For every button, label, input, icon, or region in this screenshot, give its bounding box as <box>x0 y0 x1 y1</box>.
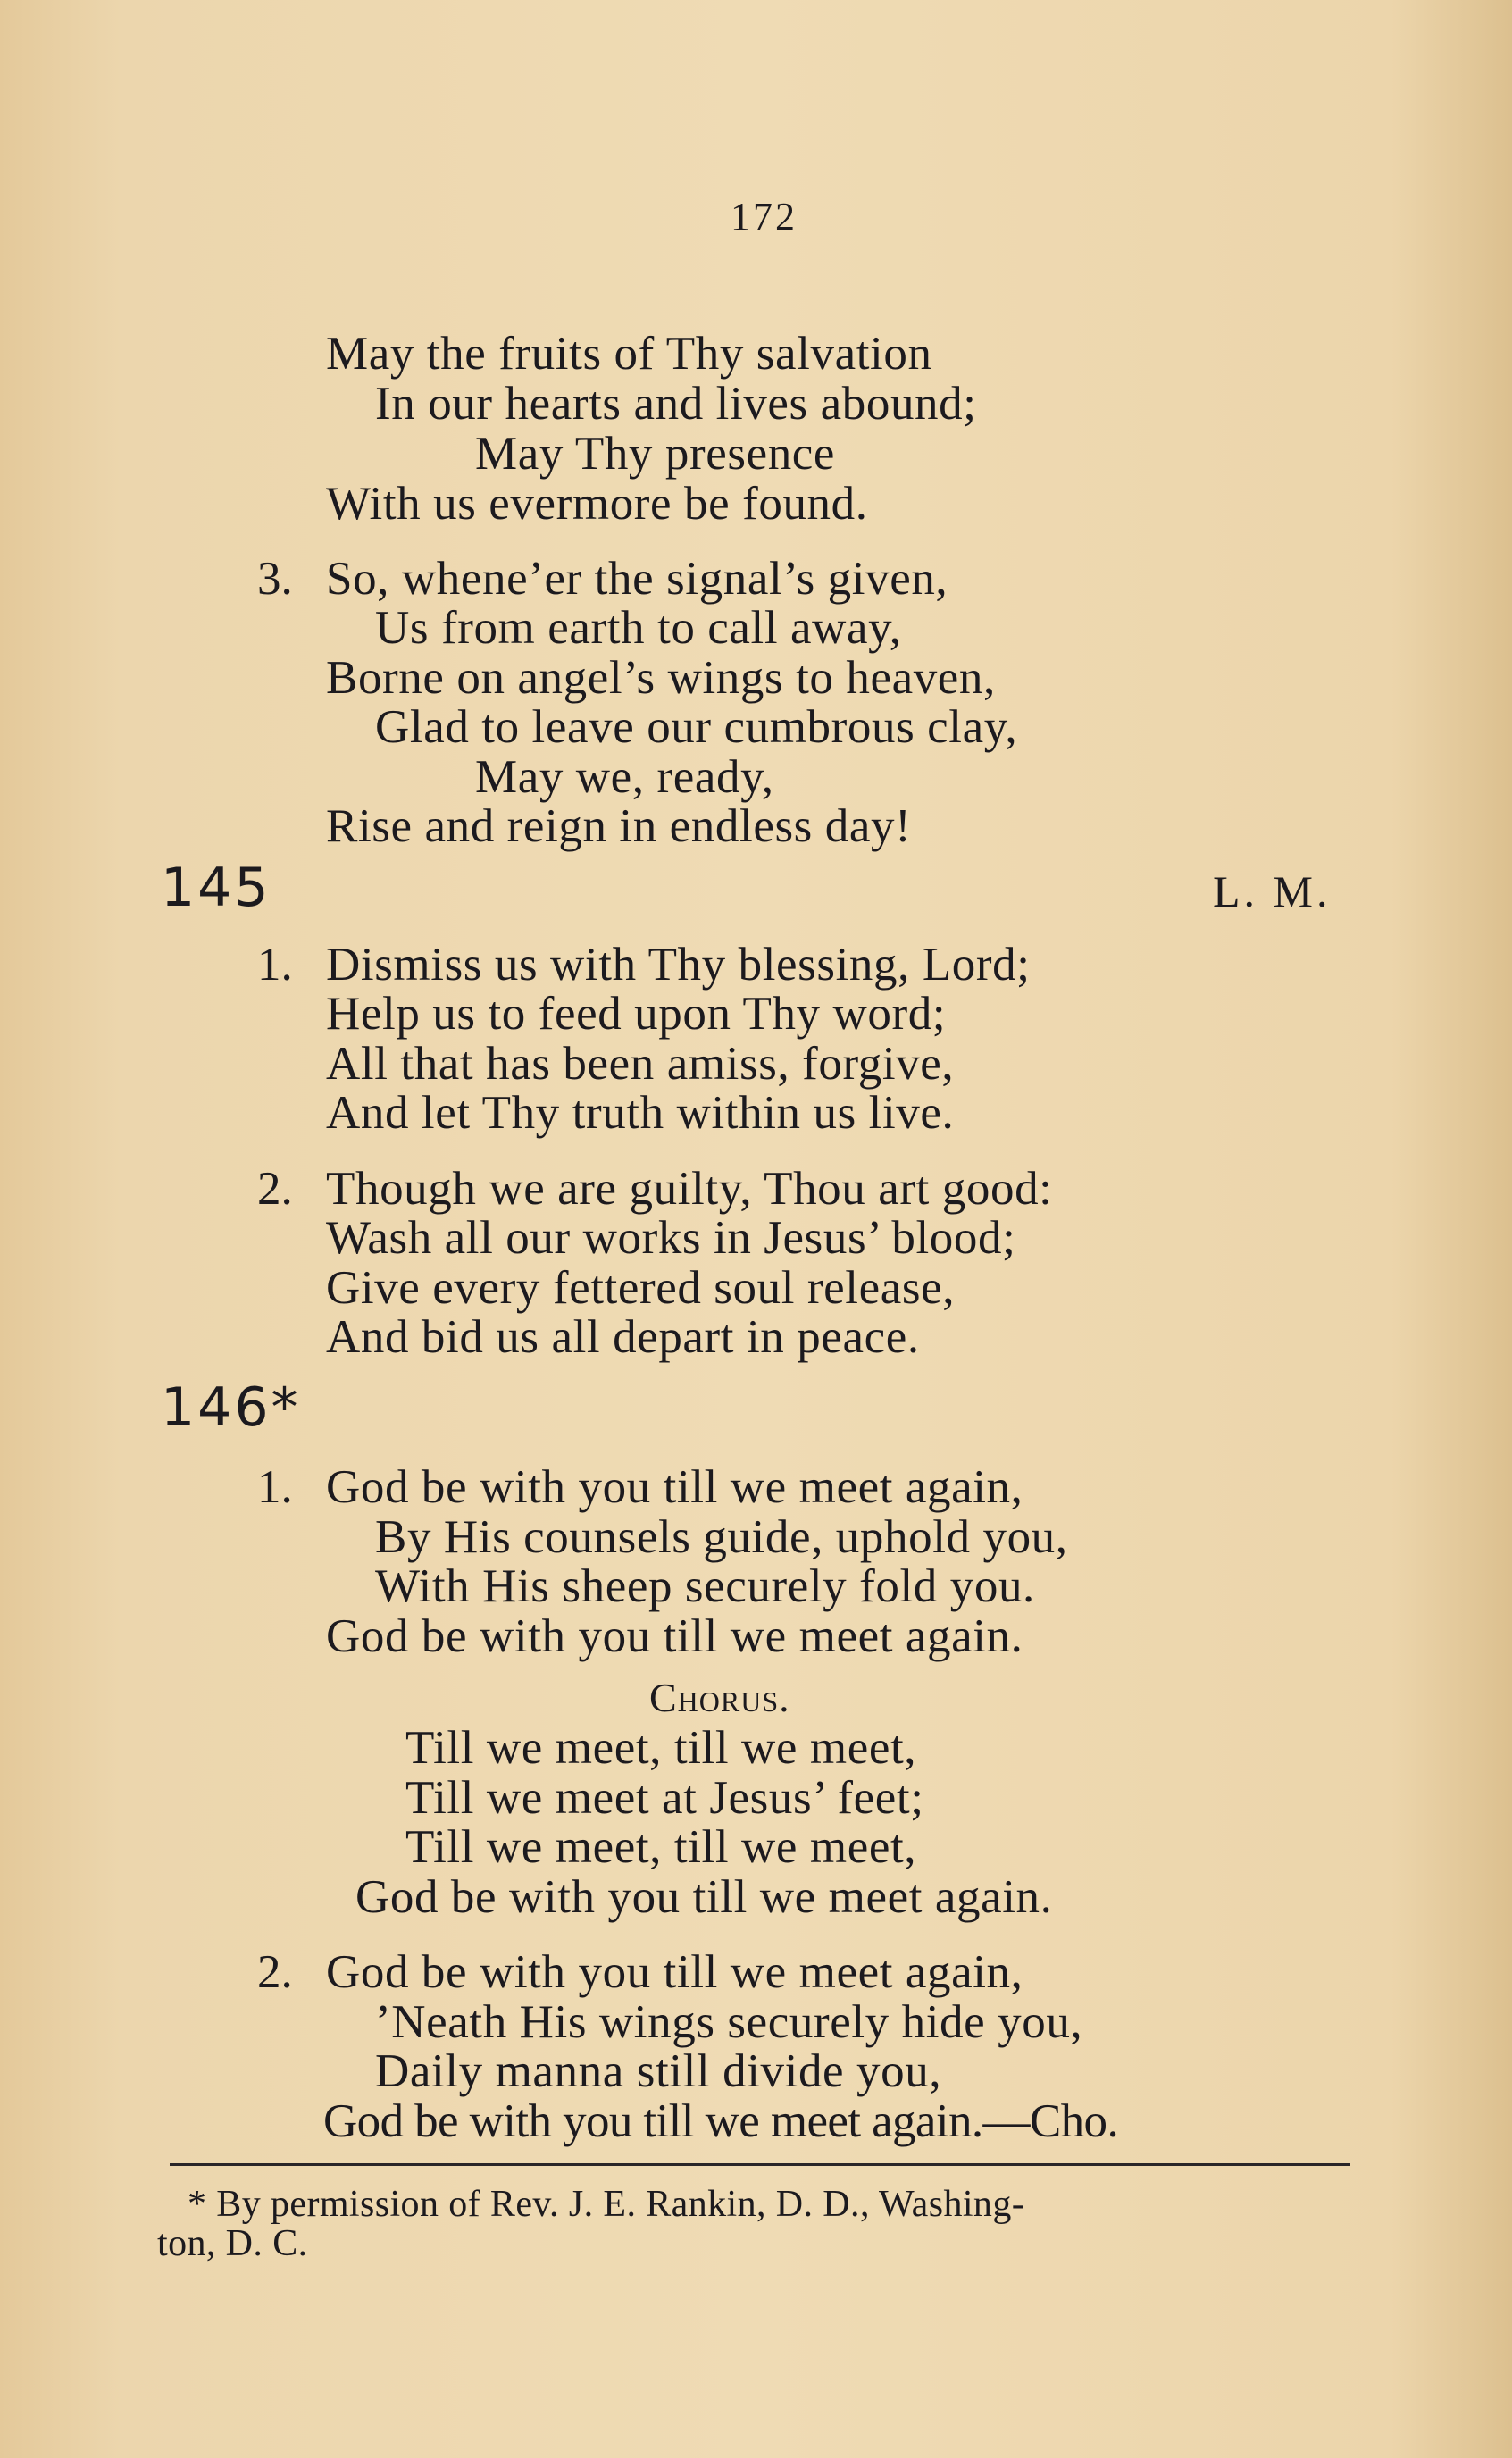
chorus-line: Till we meet at Jesus’ feet; <box>405 1772 924 1824</box>
verse-number: 3. <box>257 553 293 605</box>
verse-line: With us evermore be found. <box>326 478 868 530</box>
chorus-line: Till we meet, till we meet, <box>405 1722 917 1774</box>
verse-number: 1. <box>257 1461 293 1513</box>
verse-line: God be with you till we meet again.—Cho. <box>323 2095 1119 2147</box>
page-number: 172 <box>731 195 798 238</box>
hymn-number: 146* <box>161 1376 301 1439</box>
hymn-number: 145 <box>161 857 271 919</box>
footnote-line: * By permission of Rev. J. E. Rankin, D. D., Washing- <box>188 2184 1025 2225</box>
verse-line: God be with you till we meet again, <box>326 1461 1023 1513</box>
verse-line: By His counsels guide, uphold you, <box>375 1511 1068 1563</box>
verse-line: Borne on angel’s wings to heaven, <box>326 652 996 704</box>
verse-line: Us from earth to call away, <box>375 602 902 654</box>
chorus-line: God be with you till we meet again. <box>355 1871 1053 1923</box>
verse-line: Dismiss us with Thy blessing, Lord; <box>326 939 1031 991</box>
verse-line: God be with you till we meet again. <box>326 1610 1023 1662</box>
verse-line: And bid us all depart in peace. <box>326 1311 920 1363</box>
verse-line: ’Neath His wings securely hide you, <box>375 1996 1083 2048</box>
verse-line: May the fruits of Thy salvation <box>326 328 932 380</box>
verse-line: May we, ready, <box>475 751 774 803</box>
verse-number: 2. <box>257 1163 293 1215</box>
verse-line: And let Thy truth within us live. <box>326 1087 955 1139</box>
verse-number: 1. <box>257 939 293 991</box>
verse-line: All that has been amiss, forgive, <box>326 1038 955 1090</box>
chorus-heading: Chorus. <box>649 1675 790 1720</box>
verse-line: Rise and reign in endless day! <box>326 800 912 852</box>
verse-line: Daily manna still divide you, <box>375 2045 942 2097</box>
verse-line: Wash all our works in Jesus’ blood; <box>326 1212 1016 1264</box>
verse-line: In our hearts and lives abound; <box>375 378 977 430</box>
verse-line: May Thy presence <box>475 428 836 480</box>
verse-number: 2. <box>257 1946 293 1998</box>
verse-line: God be with you till we meet again, <box>326 1946 1023 1998</box>
verse-line: So, whene’er the signal’s given, <box>326 553 948 605</box>
verse-line: Give every fettered soul release, <box>326 1262 956 1314</box>
footnote-divider <box>170 2163 1350 2166</box>
hymn-meter: L. M. <box>1213 866 1332 916</box>
verse-line: Glad to leave our cumbrous clay, <box>375 701 1018 753</box>
verse-line: Though we are guilty, Thou art good: <box>326 1163 1053 1215</box>
verse-line: Help us to feed upon Thy word; <box>326 988 947 1040</box>
chorus-line: Till we meet, till we meet, <box>405 1821 917 1873</box>
verse-line: With His sheep securely fold you. <box>375 1560 1035 1612</box>
footnote-line: ton, D. C. <box>157 2223 308 2264</box>
